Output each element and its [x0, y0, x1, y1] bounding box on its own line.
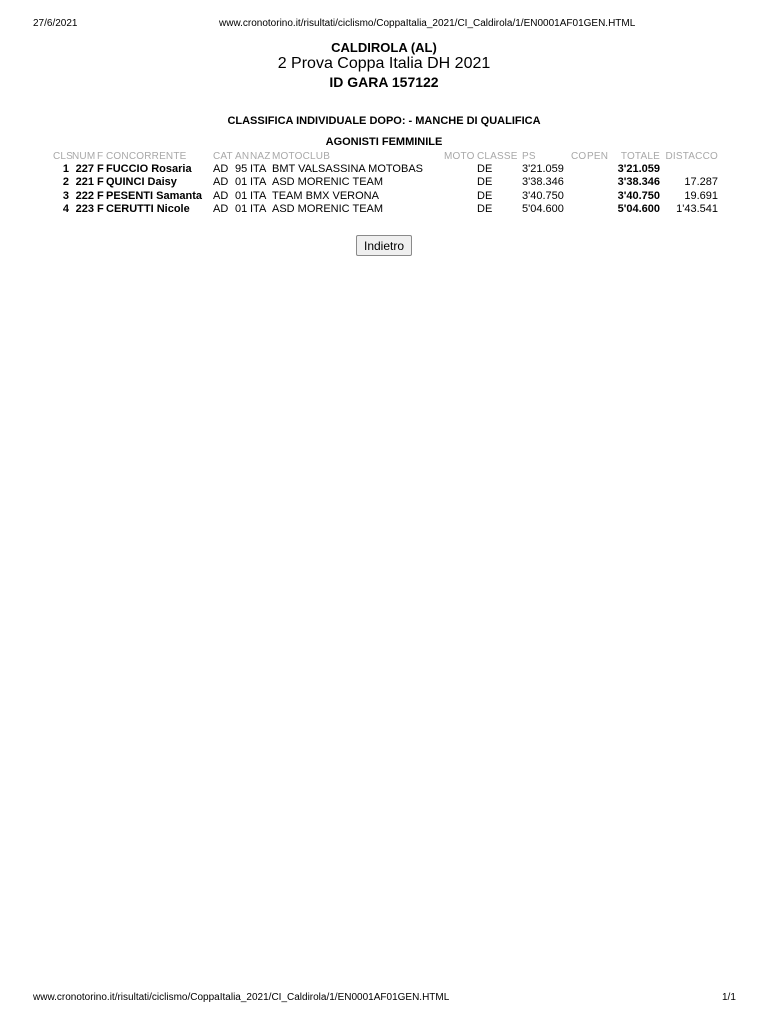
- cell-classe: DE: [477, 202, 493, 215]
- cell-totale: 3'38.346: [617, 176, 660, 189]
- cell-cat: AD: [213, 189, 229, 202]
- cell-naz: ITA: [250, 176, 267, 189]
- cell-naz: ITA: [250, 189, 267, 202]
- cell-cls: 3: [62, 189, 69, 202]
- col-header-num: NUM: [72, 151, 96, 162]
- cell-ps: 3'38.346: [522, 176, 564, 189]
- cell-motoclub: ASD MORENIC TEAM: [272, 176, 384, 189]
- cell-concorrente: FUCCIO Rosaria: [106, 163, 192, 175]
- cell-classe: DE: [477, 189, 493, 202]
- cell-num: 223: [75, 202, 94, 215]
- cell-an: 01: [235, 176, 248, 189]
- classification-title: CLASSIFICA INDIVIDUALE DOPO: - MANCHE DI QUALIFICA: [227, 115, 541, 127]
- cell-ps: 3'40.750: [522, 189, 564, 202]
- col-header-motoclub: MOTOCLUB: [272, 151, 331, 162]
- cell-distacco: 17.287: [684, 176, 718, 189]
- col-header-naz: NAZ: [250, 151, 271, 162]
- race-id: ID GARA 157122: [329, 74, 439, 90]
- col-header-pen: PEN: [587, 151, 609, 162]
- cell-naz: ITA: [250, 163, 267, 175]
- col-header-moto: MOTO: [444, 151, 475, 162]
- cell-an: 95: [235, 163, 248, 175]
- back-button[interactable]: Indietro: [356, 235, 412, 256]
- cell-naz: ITA: [250, 202, 267, 215]
- cell-an: 01: [235, 202, 248, 215]
- page-number: 1/1: [722, 992, 736, 1003]
- col-header-f: F: [97, 151, 104, 162]
- cell-distacco: 1'43.541: [676, 202, 718, 215]
- col-header-cat: CAT: [213, 151, 233, 162]
- category-title: AGONISTI FEMMINILE: [325, 136, 443, 148]
- cell-concorrente: PESENTI Samanta: [106, 189, 202, 202]
- cell-motoclub: ASD MORENIC TEAM: [272, 202, 384, 215]
- cell-f: F: [97, 163, 104, 175]
- cell-f: F: [97, 202, 104, 215]
- cell-an: 01: [235, 189, 248, 202]
- cell-cls: 1: [62, 163, 69, 175]
- cell-cls: 4: [62, 202, 69, 215]
- cell-ps: 3'21.059: [522, 163, 564, 175]
- col-header-concorrente: CONCORRENTE: [106, 151, 187, 162]
- print-header-url: www.cronotorino.it/risultati/ciclismo/CoppaItalia_2021/CI_Caldirola/1/EN0001AF01GEN.HTML: [219, 18, 636, 29]
- cell-num: 227: [75, 163, 94, 175]
- col-header-an: AN: [235, 151, 250, 162]
- cell-cat: AD: [213, 202, 229, 215]
- cell-cat: AD: [213, 176, 229, 189]
- results-table: [0, 150, 768, 220]
- cell-concorrente: CERUTTI Nicole: [106, 202, 190, 215]
- col-header-ps: PS: [522, 151, 536, 162]
- cell-cls: 2: [62, 176, 69, 189]
- cell-totale: 3'40.750: [617, 189, 660, 202]
- cell-classe: DE: [477, 176, 493, 189]
- col-header-classe: CLASSE: [477, 151, 518, 162]
- cell-cat: AD: [213, 163, 229, 175]
- cell-num: 222: [75, 189, 94, 202]
- event-title: 2 Prova Coppa Italia DH 2021: [277, 55, 491, 72]
- col-header-distacco: DISTACCO: [665, 151, 718, 162]
- cell-f: F: [97, 176, 104, 189]
- cell-classe: DE: [477, 163, 493, 175]
- col-header-totale: TOTALE: [620, 151, 660, 162]
- col-header-cls: CLS: [53, 151, 74, 162]
- print-footer-url: www.cronotorino.it/risultati/ciclismo/CoppaItalia_2021/CI_Caldirola/1/EN0001AF01GEN.HTML: [33, 992, 450, 1003]
- cell-f: F: [97, 189, 104, 202]
- cell-distacco: 19.691: [684, 189, 718, 202]
- cell-ps: 5'04.600: [522, 202, 564, 215]
- col-header-co: CO: [571, 151, 587, 162]
- print-date: 27/6/2021: [33, 18, 78, 29]
- cell-motoclub: BMT VALSASSINA MOTOBAS: [272, 163, 423, 175]
- event-location: CALDIROLA (AL): [331, 40, 437, 55]
- cell-concorrente: QUINCI Daisy: [106, 176, 177, 189]
- cell-num: 221: [75, 176, 94, 189]
- cell-totale: 5'04.600: [617, 202, 660, 215]
- cell-totale: 3'21.059: [617, 163, 660, 175]
- cell-motoclub: TEAM BMX VERONA: [272, 189, 379, 202]
